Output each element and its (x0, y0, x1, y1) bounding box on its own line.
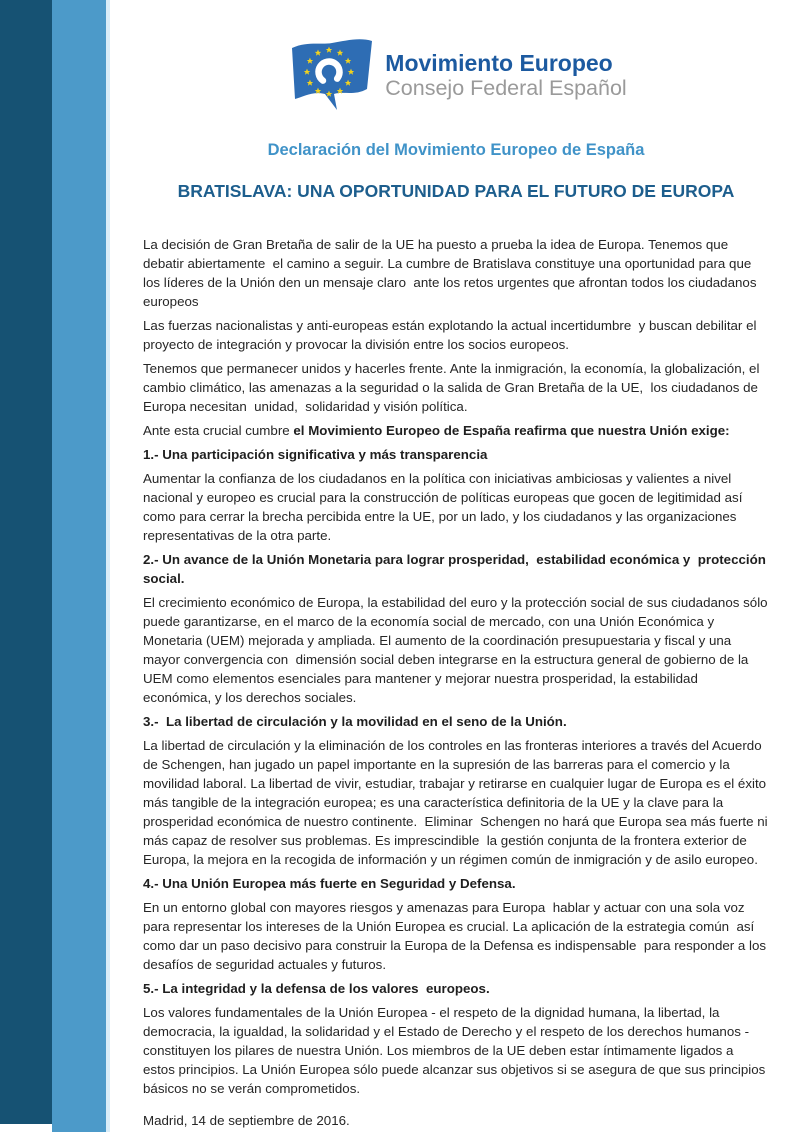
org-logo (143, 36, 769, 114)
document-page (143, 36, 772, 1135)
declaration-subtitle: Declaración del Movimiento Europeo de España (267, 141, 645, 159)
paragraph-stay-united: Tenemos que permanecer unidos y hacerles frente. Ante la inmigración, la economía, la globalización, el cambio climático, las amenazas a la seguridad o la salida de Gran Bretaña de la UE, los ciudadanos de Europa necesitan unidad, solidaridad y visión política. (143, 361, 764, 414)
sidebar-light-bar (52, 0, 106, 1132)
paragraph-summit-demand (143, 421, 769, 440)
eu-flag-icon (285, 36, 377, 114)
sidebar-dark-bar (0, 0, 52, 1124)
section-heading-5: 5.- La integridad y la defensa de los valores europeos. (143, 981, 490, 996)
paragraph-intro-brexit: La decisión de Gran Bretaña de salir de la UE ha puesto a prueba la idea de Europa. Tenemos que debatir abiertamente el camino a seguir. La cumbre de Bratislava constituye una oportunidad para que los líderes de la Unión den un mensaje claro ante los retos urgentes que afrontan todos los ciudadanos europeos (143, 237, 761, 309)
paragraph-section-3: La libertad de circulación y la eliminación de los controles en las fronteras interiores a través del Acuerdo de Schengen, han jugado un papel importante en la supresión de las barreras para el comercio y la movilidad laboral. La libertad de vivir, estudiar, trabajar y retirarse en cualquier lugar de Europa es el éxito más tangible de la integración europea; es una característica definitoria de la UE y la clave para la prosperidad económica de nuestro continente. Eliminar Schengen no hará que Europa sea más fuerte ni más capaz de resolver sus problemas. Es imprescindible la gestión conjunta de la frontera exterior de Europa, la mejora en la recogida de información y un régimen común de inmigración y de asilo europeo. (143, 738, 772, 867)
paragraph-summit-demand-lead: Ante esta crucial cumbre (143, 423, 294, 438)
section-heading-4: 4.- Una Unión Europea más fuerte en Seguridad y Defensa. (143, 876, 516, 891)
section-heading-2: 2.- Un avance de la Unión Monetaria para lograr prosperidad, estabilidad económica y protección social. (143, 552, 770, 586)
paragraph-section-5: Los valores fundamentales de la Unión Europea - el respeto de la dignidad humana, la libertad, la democracia, la igualdad, la solidaridad y el Estado de Derecho y el respeto de los derechos humanos - constituyen los pilares de nuestra Unión. Los miembros de la UE deben estar íntimamente ligados a estos principios. La Unión Europea sólo puede alcanzar sus objetivos si se asegura de que sus principios básicos no se verán comprometidos. (143, 1005, 770, 1096)
sidebar-edge-strip (106, 0, 110, 1132)
paragraph-summit-demand-bold: el Movimiento Europeo de España reafirma que nuestra Unión exige: (293, 423, 730, 438)
date-line: Madrid, 14 de septiembre de 2016. (143, 1113, 350, 1128)
page-title: BRATISLAVA: UNA OPORTUNIDAD PARA EL FUTURO DE EUROPA (177, 181, 735, 201)
org-name: Movimiento Europeo (385, 49, 613, 76)
paragraph-section-4: En un entorno global con mayores riesgos y amenazas para Europa hablar y actuar con una sola voz para representar los intereses de la Unión Europea es crucial. La aplicación de la estrategia común así como dar un paso decisivo para construir la Europa de la Defensa es indispensable para responder a los desafíos de seguridad actuales y futuros. (143, 900, 770, 972)
paragraph-nationalist-forces: Las fuerzas nacionalistas y anti-europeas están explotando la actual incertidumbre y buscan debilitar el proyecto de integración y provocar la división entre los socios europeos. (143, 318, 761, 352)
paragraph-section-1: Aumentar la confianza de los ciudadanos en la política con iniciativas ambiciosas y valientes a nivel nacional y europeo es crucial para la construcción de políticas europeas que gocen de legitimidad así como para cerrar la brecha percibida entre la UE, por un lado, y los ciudadanos y las organizaciones representativas de la otra parte. (143, 471, 747, 543)
section-heading-3: 3.- La libertad de circulación y la movilidad en el seno de la Unión. (143, 714, 567, 729)
paragraph-section-2: El crecimiento económico de Europa, la estabilidad del euro y la protección social de sus ciudadanos sólo puede garantizarse, en el marco de la economía social de mercado, con una Unión Económica y Monetaria (UEM) mejorada y ampliada. El aumento de la coordinación presupuestaria y fiscal y una mayor convergencia con dimensión social deben integrarse en la estructura general de gobierno de la UEM como elementos esenciales para mantener y mejorar nuestra prosperidad, la estabilidad económica, y los derechos sociales. (143, 595, 772, 705)
document-body (143, 235, 772, 1130)
org-subtitle: Consejo Federal Español (385, 75, 627, 100)
section-heading-1: 1.- Una participación significativa y más transparencia (143, 447, 488, 462)
org-logo-text (385, 51, 626, 100)
